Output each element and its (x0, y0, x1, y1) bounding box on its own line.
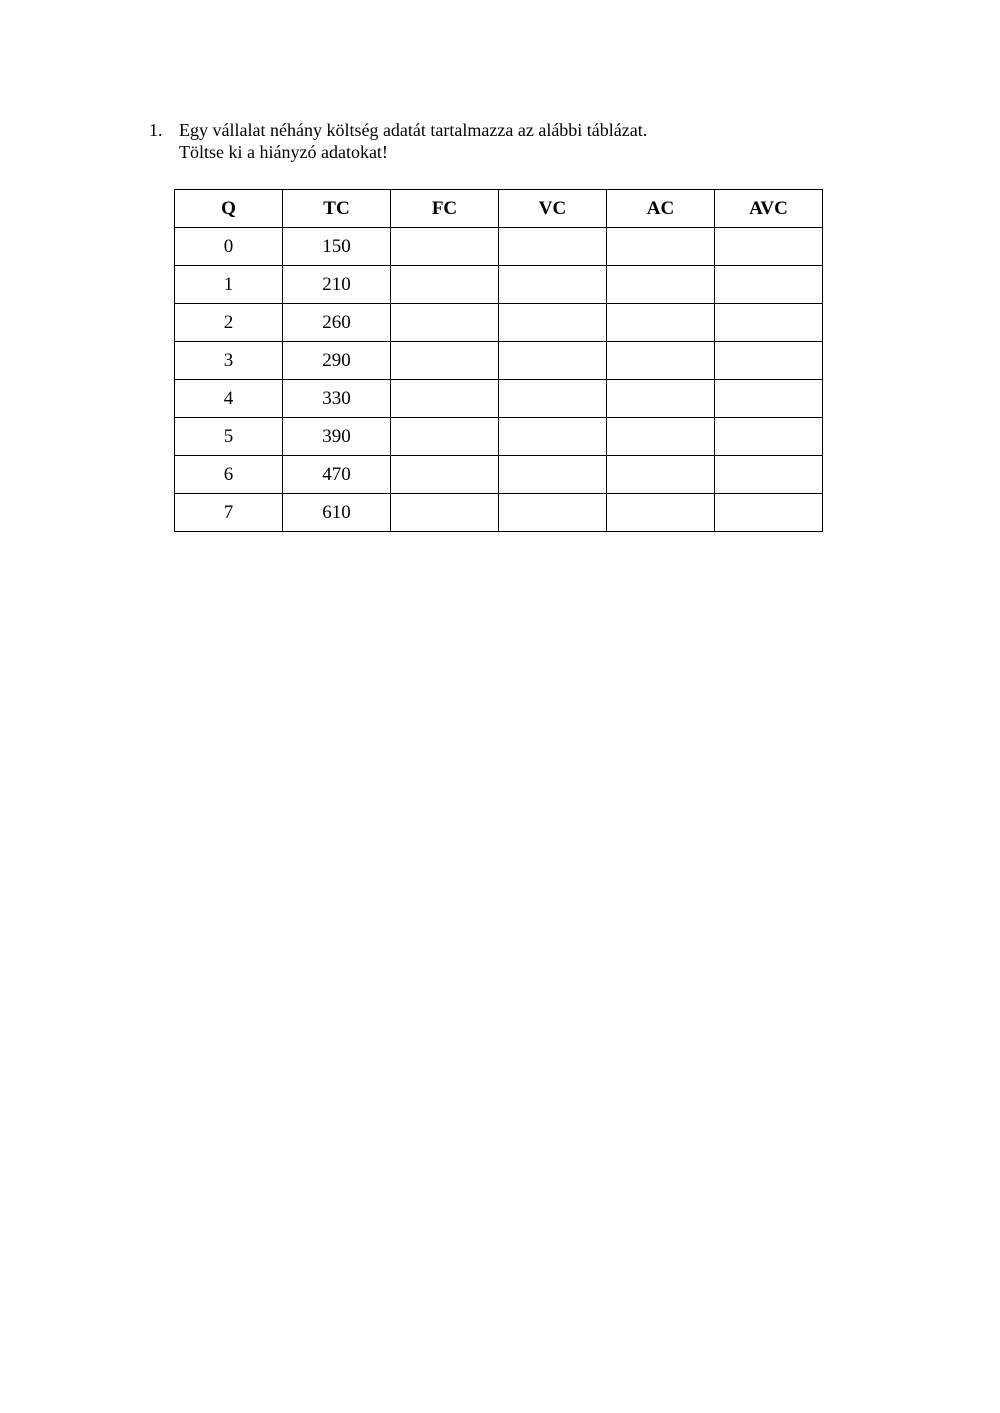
cell-tc: 210 (283, 266, 391, 304)
cell-q: 0 (175, 228, 283, 266)
table-row (175, 418, 823, 456)
cell-avc[interactable] (715, 304, 823, 342)
cell-ac[interactable] (607, 456, 715, 494)
cell-q: 2 (175, 304, 283, 342)
cell-fc[interactable] (391, 304, 499, 342)
header-tc: TC (283, 190, 391, 228)
cell-ac[interactable] (607, 304, 715, 342)
cell-tc: 150 (283, 228, 391, 266)
cell-ac[interactable] (607, 418, 715, 456)
cell-avc[interactable] (715, 342, 823, 380)
question-number: 1. (149, 120, 163, 140)
cell-fc[interactable] (391, 342, 499, 380)
cell-tc: 470 (283, 456, 391, 494)
cell-ac[interactable] (607, 380, 715, 418)
cell-vc[interactable] (499, 228, 607, 266)
cell-avc[interactable] (715, 418, 823, 456)
cell-fc[interactable] (391, 494, 499, 532)
table-row (175, 380, 823, 418)
cell-vc[interactable] (499, 418, 607, 456)
header-q: Q (175, 190, 283, 228)
table-header-row (175, 190, 823, 228)
question-text (179, 119, 647, 163)
cell-q: 6 (175, 456, 283, 494)
cell-q: 1 (175, 266, 283, 304)
cell-avc[interactable] (715, 266, 823, 304)
cell-q: 3 (175, 342, 283, 380)
cell-q: 5 (175, 418, 283, 456)
question-line-1: Egy vállalat néhány költség adatát tartalmazza az alábbi táblázat. (179, 120, 648, 140)
cell-avc[interactable] (715, 494, 823, 532)
cost-table (174, 189, 823, 532)
header-vc: VC (499, 190, 607, 228)
cell-fc[interactable] (391, 228, 499, 266)
cell-avc[interactable] (715, 228, 823, 266)
cell-ac[interactable] (607, 228, 715, 266)
cell-ac[interactable] (607, 266, 715, 304)
header-avc: AVC (715, 190, 823, 228)
cell-tc: 260 (283, 304, 391, 342)
cell-tc: 390 (283, 418, 391, 456)
table-row (175, 342, 823, 380)
header-ac: AC (607, 190, 715, 228)
table-row (175, 456, 823, 494)
table-row (175, 304, 823, 342)
table-row (175, 228, 823, 266)
cell-vc[interactable] (499, 266, 607, 304)
cell-ac[interactable] (607, 494, 715, 532)
cell-vc[interactable] (499, 380, 607, 418)
cell-vc[interactable] (499, 456, 607, 494)
cell-fc[interactable] (391, 266, 499, 304)
cell-fc[interactable] (391, 418, 499, 456)
header-fc: FC (391, 190, 499, 228)
cell-vc[interactable] (499, 304, 607, 342)
cell-ac[interactable] (607, 342, 715, 380)
cell-fc[interactable] (391, 380, 499, 418)
cell-vc[interactable] (499, 342, 607, 380)
table-row (175, 266, 823, 304)
cell-vc[interactable] (499, 494, 607, 532)
cell-q: 7 (175, 494, 283, 532)
cell-tc: 330 (283, 380, 391, 418)
cell-tc: 610 (283, 494, 391, 532)
cell-q: 4 (175, 380, 283, 418)
cell-avc[interactable] (715, 456, 823, 494)
table-row (175, 494, 823, 532)
cell-tc: 290 (283, 342, 391, 380)
cell-fc[interactable] (391, 456, 499, 494)
question-line-2: Töltse ki a hiányzó adatokat! (179, 142, 388, 162)
cell-avc[interactable] (715, 380, 823, 418)
